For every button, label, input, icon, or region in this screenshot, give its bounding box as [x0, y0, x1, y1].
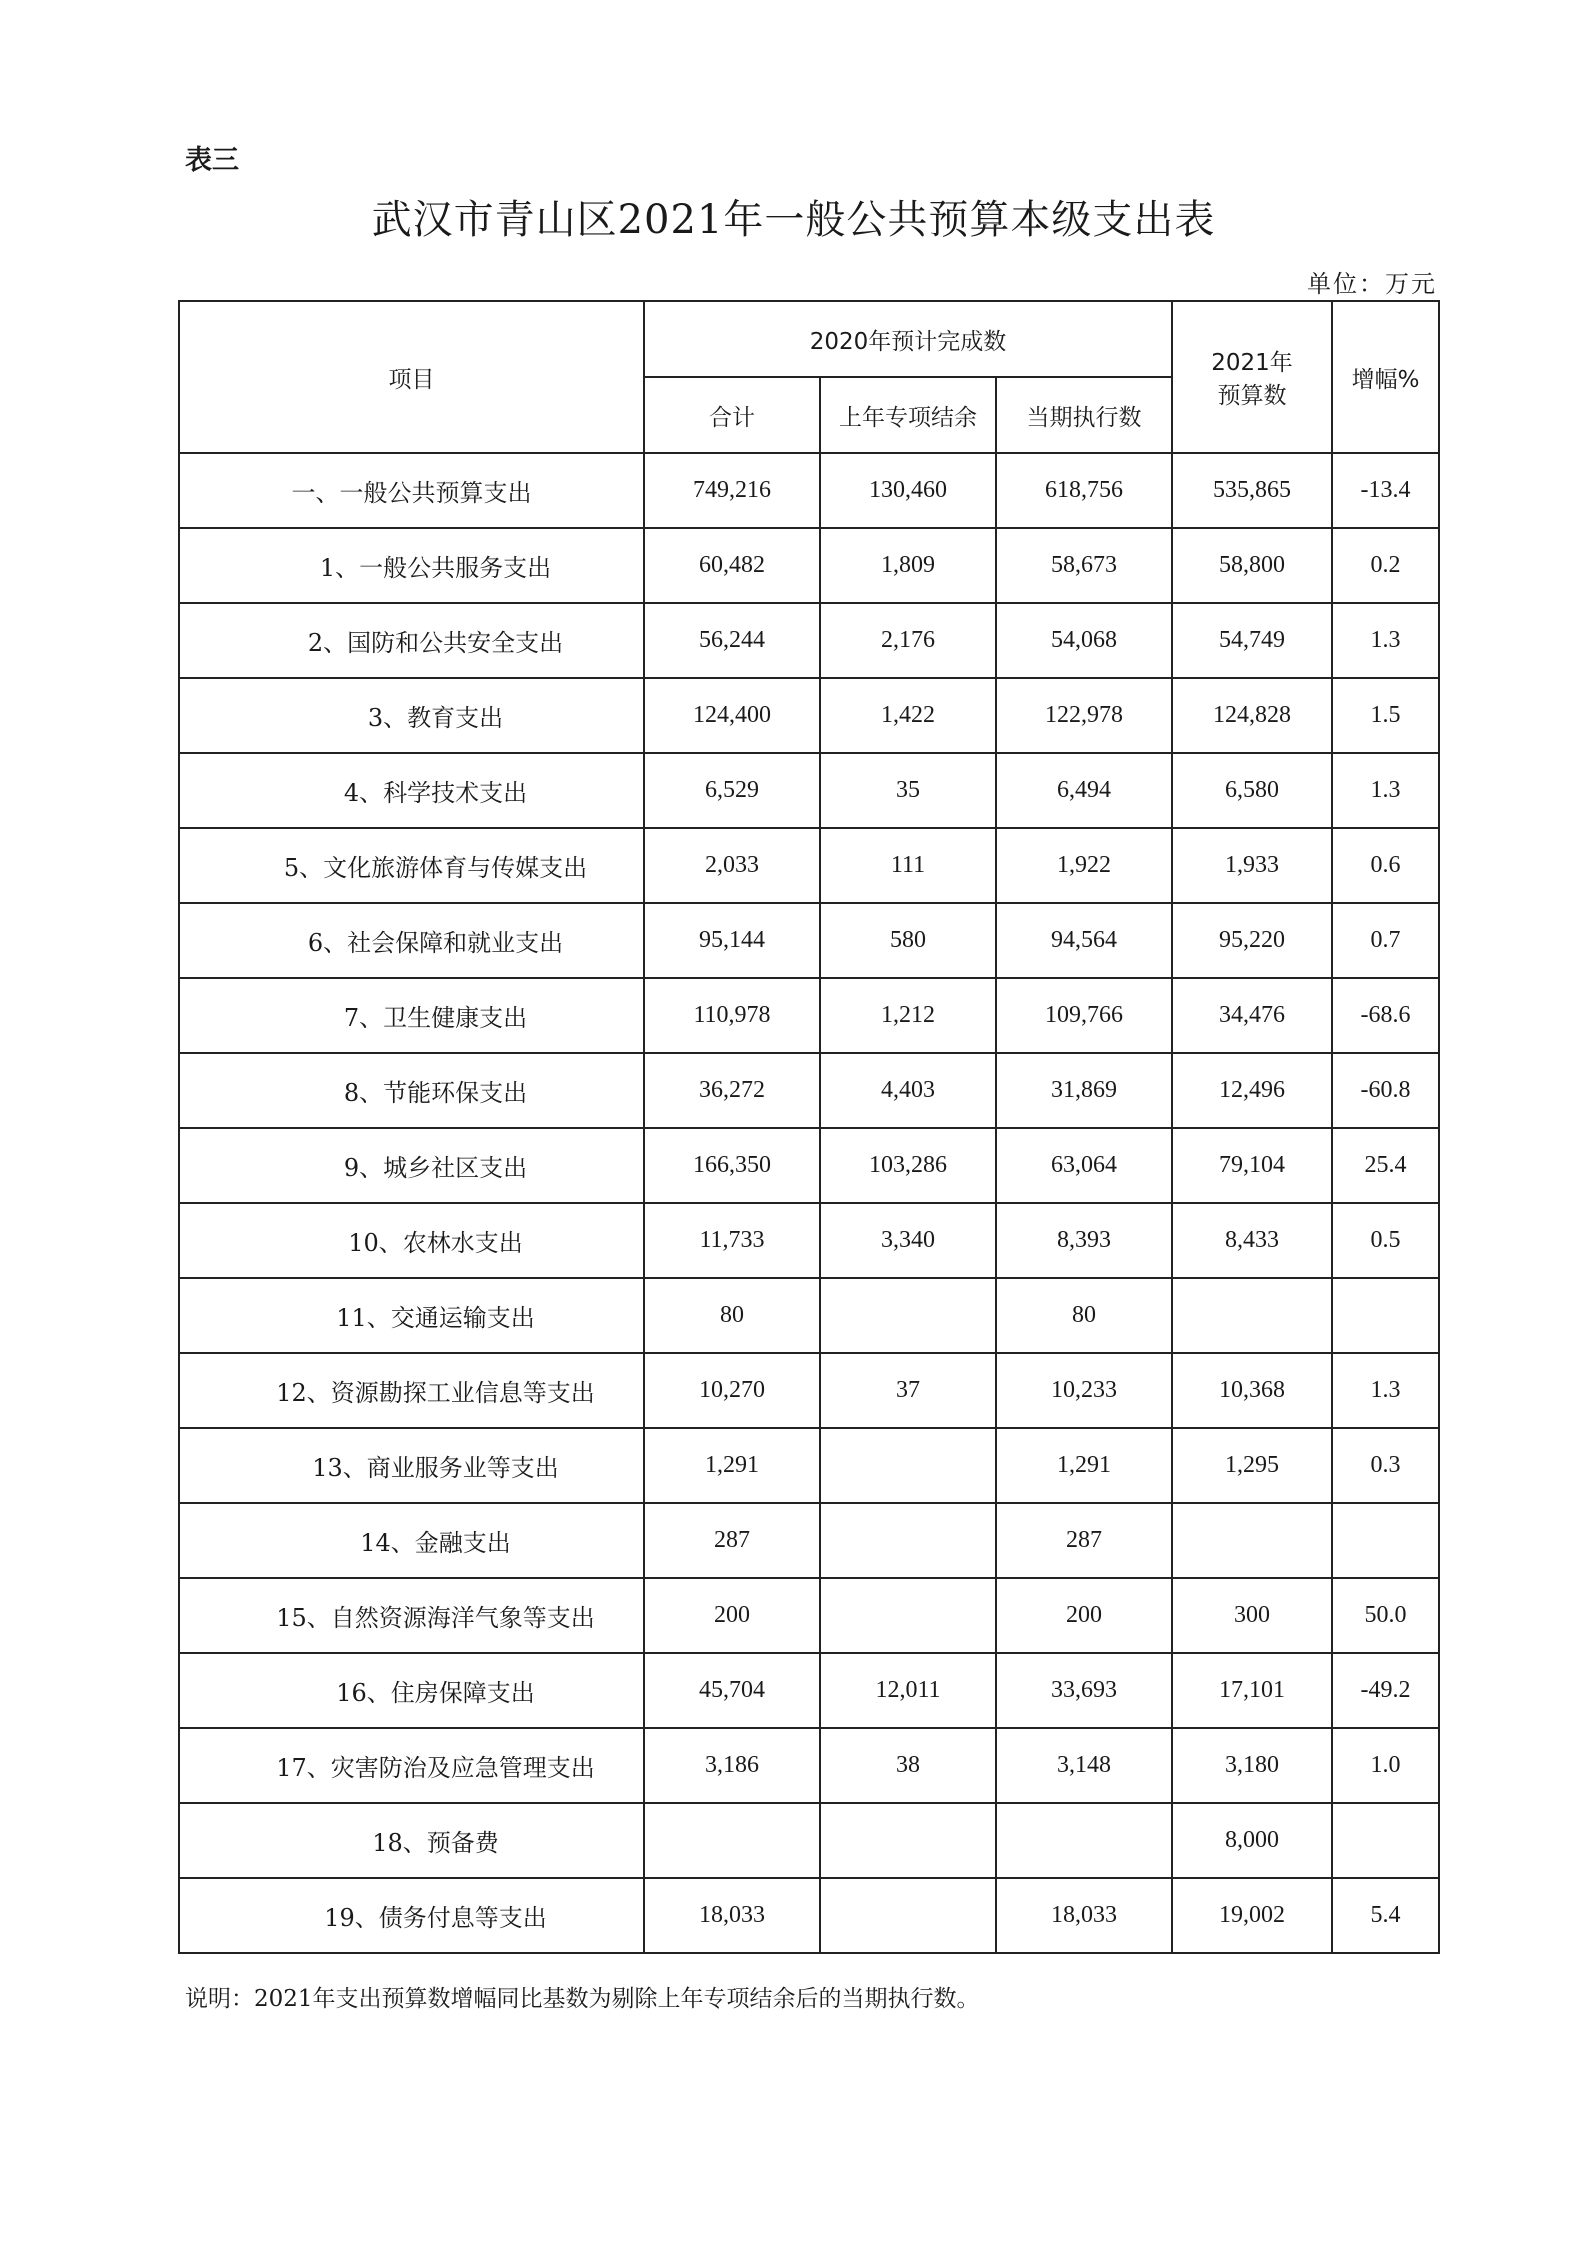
- table-row: [179, 828, 1439, 903]
- cell-budget-2021: 6,580: [1172, 753, 1332, 828]
- cell-current-exec: 58,673: [996, 528, 1172, 603]
- cell-item: 14、金融支出: [179, 1503, 644, 1578]
- cell-total: 749,216: [644, 453, 820, 528]
- cell-prior-balance: 4,403: [820, 1053, 996, 1128]
- cell-prior-balance: 35: [820, 753, 996, 828]
- cell-growth: -60.8: [1332, 1053, 1439, 1128]
- table-row: [179, 603, 1439, 678]
- cell-growth: -68.6: [1332, 978, 1439, 1053]
- cell-item: 2、国防和公共安全支出: [179, 603, 644, 678]
- table-row: [179, 1503, 1439, 1578]
- table-row: [179, 1128, 1439, 1203]
- cell-budget-2021: 95,220: [1172, 903, 1332, 978]
- cell-budget-2021: 12,496: [1172, 1053, 1332, 1128]
- cell-prior-balance: 111: [820, 828, 996, 903]
- cell-prior-balance: [820, 1503, 996, 1578]
- table-row: [179, 903, 1439, 978]
- cell-total: 45,704: [644, 1653, 820, 1728]
- cell-total: 95,144: [644, 903, 820, 978]
- cell-growth: [1332, 1803, 1439, 1878]
- cell-current-exec: 94,564: [996, 903, 1172, 978]
- cell-prior-balance: [820, 1803, 996, 1878]
- cell-growth: 5.4: [1332, 1878, 1439, 1953]
- cell-growth: 0.7: [1332, 903, 1439, 978]
- cell-total: 200: [644, 1578, 820, 1653]
- cell-item: 15、自然资源海洋气象等支出: [179, 1578, 644, 1653]
- table-row: [179, 1803, 1439, 1878]
- cell-item: 4、科学技术支出: [179, 753, 644, 828]
- header-group-2020: 2020年预计完成数: [644, 301, 1172, 377]
- table-row: [179, 1878, 1439, 1953]
- cell-growth: [1332, 1503, 1439, 1578]
- table-row: [179, 1728, 1439, 1803]
- header-growth: 增幅%: [1332, 301, 1439, 453]
- cell-total: 287: [644, 1503, 820, 1578]
- cell-prior-balance: 12,011: [820, 1653, 996, 1728]
- cell-total: [644, 1803, 820, 1878]
- table-row: [179, 1353, 1439, 1428]
- cell-current-exec: 3,148: [996, 1728, 1172, 1803]
- cell-total: 56,244: [644, 603, 820, 678]
- cell-total: 18,033: [644, 1878, 820, 1953]
- cell-prior-balance: [820, 1278, 996, 1353]
- document-title: 武汉市青山区2021年一般公共预算本级支出表: [371, 197, 1216, 243]
- cell-current-exec: 618,756: [996, 453, 1172, 528]
- cell-current-exec: 10,233: [996, 1353, 1172, 1428]
- cell-growth: 0.2: [1332, 528, 1439, 603]
- cell-growth: 1.3: [1332, 753, 1439, 828]
- cell-growth: 0.5: [1332, 1203, 1439, 1278]
- cell-current-exec: 1,291: [996, 1428, 1172, 1503]
- header-current-exec: 当期执行数: [996, 377, 1172, 453]
- cell-budget-2021: 19,002: [1172, 1878, 1332, 1953]
- cell-budget-2021: [1172, 1278, 1332, 1353]
- cell-growth: 50.0: [1332, 1578, 1439, 1653]
- page-label: 表三: [185, 145, 239, 176]
- cell-item: 一、一般公共预算支出: [179, 453, 644, 528]
- cell-current-exec: 122,978: [996, 678, 1172, 753]
- cell-growth: -13.4: [1332, 453, 1439, 528]
- cell-item: 18、预备费: [179, 1803, 644, 1878]
- cell-budget-2021: 535,865: [1172, 453, 1332, 528]
- cell-total: 80: [644, 1278, 820, 1353]
- cell-growth: -49.2: [1332, 1653, 1439, 1728]
- table-row: [179, 1053, 1439, 1128]
- cell-current-exec: 31,869: [996, 1053, 1172, 1128]
- table-row: [179, 1203, 1439, 1278]
- header-prior-balance: 上年专项结余: [820, 377, 996, 453]
- table-row: [179, 1578, 1439, 1653]
- cell-current-exec: 80: [996, 1278, 1172, 1353]
- cell-current-exec: 6,494: [996, 753, 1172, 828]
- cell-current-exec: 18,033: [996, 1878, 1172, 1953]
- cell-budget-2021: [1172, 1503, 1332, 1578]
- cell-total: 36,272: [644, 1053, 820, 1128]
- table-row: [179, 1278, 1439, 1353]
- cell-growth: [1332, 1278, 1439, 1353]
- header-budget-2021-line1: 2021年: [1211, 350, 1293, 376]
- cell-prior-balance: 3,340: [820, 1203, 996, 1278]
- cell-budget-2021: 58,800: [1172, 528, 1332, 603]
- cell-current-exec: 109,766: [996, 978, 1172, 1053]
- cell-total: 110,978: [644, 978, 820, 1053]
- cell-current-exec: 1,922: [996, 828, 1172, 903]
- cell-budget-2021: 300: [1172, 1578, 1332, 1653]
- cell-prior-balance: 130,460: [820, 453, 996, 528]
- cell-item: 17、灾害防治及应急管理支出: [179, 1728, 644, 1803]
- cell-growth: 25.4: [1332, 1128, 1439, 1203]
- cell-growth: 1.5: [1332, 678, 1439, 753]
- cell-total: 11,733: [644, 1203, 820, 1278]
- cell-prior-balance: 1,809: [820, 528, 996, 603]
- table-row: [179, 1653, 1439, 1728]
- cell-current-exec: 287: [996, 1503, 1172, 1578]
- cell-total: 3,186: [644, 1728, 820, 1803]
- table-row: [179, 528, 1439, 603]
- cell-prior-balance: 1,422: [820, 678, 996, 753]
- cell-growth: 0.3: [1332, 1428, 1439, 1503]
- table-row: [179, 978, 1439, 1053]
- cell-budget-2021: 17,101: [1172, 1653, 1332, 1728]
- cell-item: 12、资源勘探工业信息等支出: [179, 1353, 644, 1428]
- cell-budget-2021: 3,180: [1172, 1728, 1332, 1803]
- cell-item: 19、债务付息等支出: [179, 1878, 644, 1953]
- cell-total: 60,482: [644, 528, 820, 603]
- cell-budget-2021: 10,368: [1172, 1353, 1332, 1428]
- cell-budget-2021: 79,104: [1172, 1128, 1332, 1203]
- cell-budget-2021: 1,295: [1172, 1428, 1332, 1503]
- cell-current-exec: 33,693: [996, 1653, 1172, 1728]
- cell-prior-balance: 2,176: [820, 603, 996, 678]
- cell-prior-balance: [820, 1878, 996, 1953]
- cell-item: 3、教育支出: [179, 678, 644, 753]
- cell-item: 9、城乡社区支出: [179, 1128, 644, 1203]
- header-budget-2021: [1172, 301, 1332, 453]
- cell-total: 2,033: [644, 828, 820, 903]
- cell-budget-2021: 124,828: [1172, 678, 1332, 753]
- table-row: [179, 1428, 1439, 1503]
- cell-total: 10,270: [644, 1353, 820, 1428]
- cell-item: 5、文化旅游体育与传媒支出: [179, 828, 644, 903]
- budget-table: [178, 300, 1440, 1954]
- cell-budget-2021: 8,433: [1172, 1203, 1332, 1278]
- table-header: [179, 301, 1439, 453]
- cell-total: 6,529: [644, 753, 820, 828]
- footnote: 说明：2021年支出预算数增幅同比基数为剔除上年专项结余后的当期执行数。: [185, 1986, 980, 2012]
- cell-current-exec: 54,068: [996, 603, 1172, 678]
- cell-prior-balance: 38: [820, 1728, 996, 1803]
- cell-budget-2021: 1,933: [1172, 828, 1332, 903]
- cell-current-exec: 8,393: [996, 1203, 1172, 1278]
- cell-total: 1,291: [644, 1428, 820, 1503]
- cell-prior-balance: [820, 1428, 996, 1503]
- table-row: [179, 753, 1439, 828]
- unit-label: 单位：万元: [1307, 270, 1437, 298]
- header-total: 合计: [644, 377, 820, 453]
- cell-prior-balance: 37: [820, 1353, 996, 1428]
- cell-prior-balance: 103,286: [820, 1128, 996, 1203]
- cell-item: 1、一般公共服务支出: [179, 528, 644, 603]
- cell-current-exec: 63,064: [996, 1128, 1172, 1203]
- cell-item: 7、卫生健康支出: [179, 978, 644, 1053]
- cell-growth: 1.3: [1332, 1353, 1439, 1428]
- cell-item: 13、商业服务业等支出: [179, 1428, 644, 1503]
- table-row: [179, 453, 1439, 528]
- cell-growth: 1.3: [1332, 603, 1439, 678]
- table-body: [179, 453, 1439, 1953]
- cell-growth: 0.6: [1332, 828, 1439, 903]
- header-item: 项目: [179, 301, 644, 453]
- cell-item: 6、社会保障和就业支出: [179, 903, 644, 978]
- cell-total: 166,350: [644, 1128, 820, 1203]
- cell-current-exec: 200: [996, 1578, 1172, 1653]
- cell-prior-balance: [820, 1578, 996, 1653]
- cell-item: 16、住房保障支出: [179, 1653, 644, 1728]
- cell-item: 10、农林水支出: [179, 1203, 644, 1278]
- table-row: [179, 678, 1439, 753]
- cell-budget-2021: 54,749: [1172, 603, 1332, 678]
- cell-current-exec: [996, 1803, 1172, 1878]
- cell-item: 8、节能环保支出: [179, 1053, 644, 1128]
- cell-prior-balance: 1,212: [820, 978, 996, 1053]
- cell-item: 11、交通运输支出: [179, 1278, 644, 1353]
- cell-budget-2021: 8,000: [1172, 1803, 1332, 1878]
- header-budget-2021-line2: 预算数: [1217, 383, 1287, 409]
- cell-budget-2021: 34,476: [1172, 978, 1332, 1053]
- cell-prior-balance: 580: [820, 903, 996, 978]
- cell-growth: 1.0: [1332, 1728, 1439, 1803]
- cell-total: 124,400: [644, 678, 820, 753]
